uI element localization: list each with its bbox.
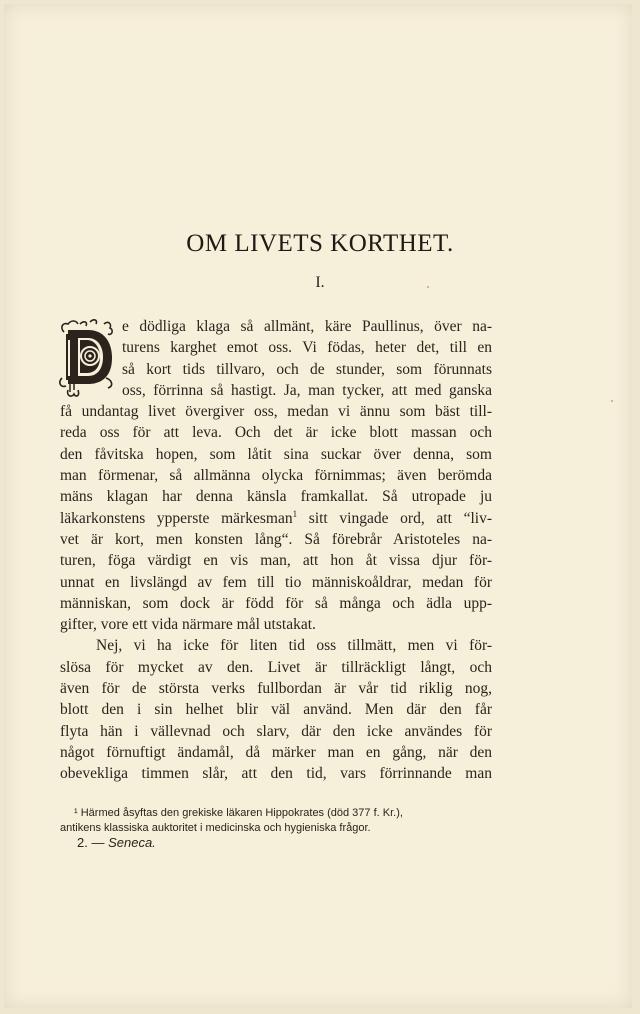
text-line: gifter, vore ett vida närmare mål utstakat. [60,616,316,634]
signature-mark [77,835,156,850]
text-line: turen, föga värdigt en vis man, att hon åt vissa djur för- [60,552,492,570]
footnote [60,806,500,836]
text-line: unnat en livslängd av fem till tio människoåldrar, medan för [60,573,492,591]
footnote-line: antikens klassiska auktoritet i medicinska och hygieniska frågor. [60,822,371,834]
text-line: något förnuftigt ändamål, då märker man en gång, när den [60,743,492,761]
body-text [60,316,492,785]
footnote-line: ¹ Härmed åsyftas den grekiske läkaren Hippokrates (död 377 f. Kr.), [74,807,403,819]
text-line: turens karghet emot oss. Vi födas, heter det, till en [122,339,492,357]
text-line: man förmenar, så allmänna olycka förnimmas; även berömda [60,467,492,485]
text-line: även för de största verks fullbordan är vår tid riklig nog, [60,680,492,698]
text-line: Nej, vi ha icke för liten tid oss tillmätt, men vi för- [96,637,492,655]
text-line: slösa för mycket av den. Livet är tillräckligt långt, och [60,658,492,676]
signature-word: Seneca. [108,835,156,850]
text-line: oss, förrinna så hastigt. Ja, man tycker, att med ganska [122,381,492,399]
text-line: reda oss för att leva. Och det är icke blott massan och [60,424,492,442]
paper-speck [427,286,429,288]
signature-number: 2. — [77,835,105,850]
text-segment: sitt vingade ord, att “liv- [308,509,492,527]
section-number: I. [315,274,325,291]
text-line: blott den i sin helhet blir väl använd. Men där den får [60,701,492,719]
footnote-reference[interactable]: 1 [292,508,298,519]
text-line: människan, som dock är född för så många och ädla upp- [60,594,492,612]
text-segment: läkarkonstens ypperste märkesman [60,509,293,527]
text-line: få undantag livet övergiver oss, medan vi ännu som bäst till- [60,403,492,421]
text-line: mäns klagan har denna känsla framkallat. Så utropade ju [60,488,492,506]
text-line: den fåvitska hopen, som låtit sina suckar över denna, som [60,445,492,463]
text-line: så kort tids tillvaro, och de stunder, som förunnats [122,360,492,378]
chapter-title: OM LIVETS KORTHET. [186,230,454,257]
text-line: vet är kort, men konsten lång“. Så förebrår Aristoteles na- [60,530,492,548]
paper-speck [611,400,613,402]
text-line: e dödliga klaga så allmänt, käre Paullinus, över na- [122,318,492,335]
text-line: obevekliga timmen slår, att den tid, vars förrinnande man [60,765,492,783]
text-line-with-footnote [60,508,492,529]
text-line: flyta hän i vällevnad och slarv, där den icke användes för [60,722,492,740]
